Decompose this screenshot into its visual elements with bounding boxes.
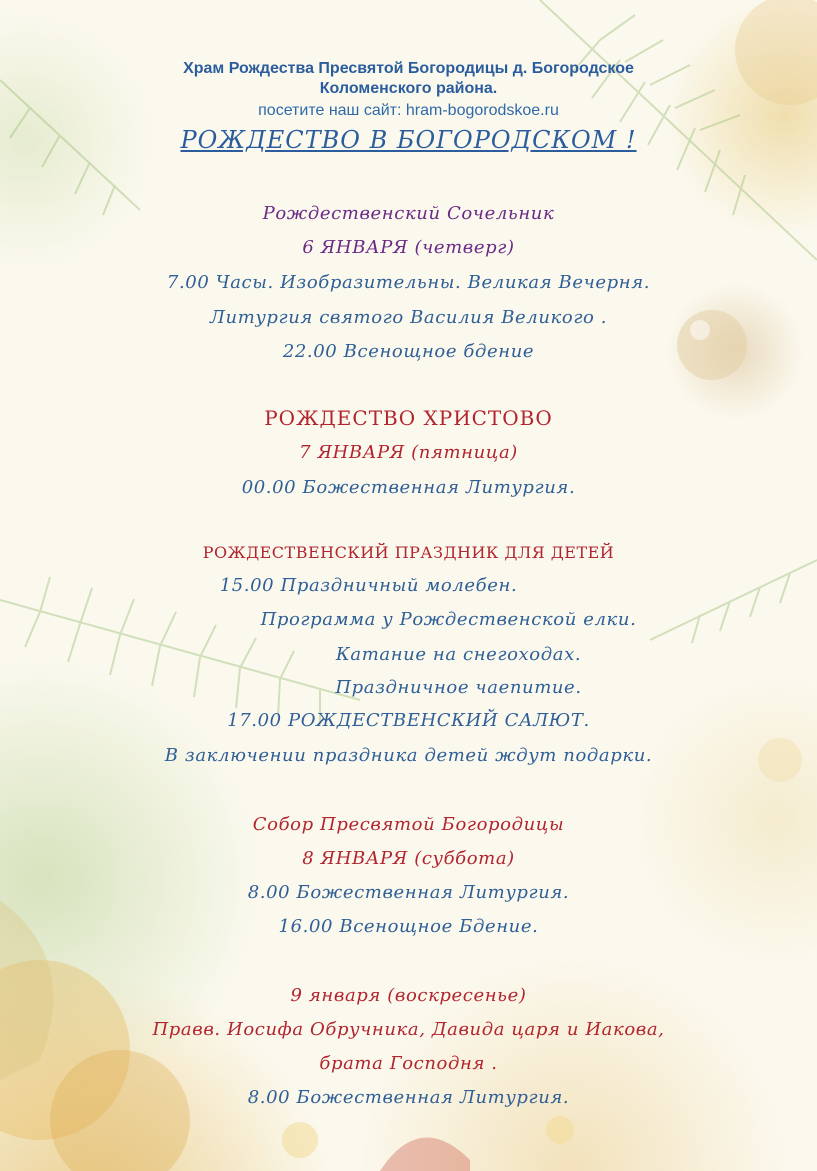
kids-item-5: 17.00 РОЖДЕСТВЕНСКИЙ САЛЮТ. <box>227 710 590 731</box>
kids-item-1: 15.00 Праздничный молебен. <box>219 575 518 596</box>
page-title: РОЖДЕСТВО В БОГОРОДСКОМ ! <box>180 126 637 154</box>
eve-item-2: Литургия святого Василия Великого . <box>209 307 608 328</box>
eve-item-3: 22.00 Всенощное бдение <box>282 341 535 362</box>
kids-item-4: Праздничное чаепитие. <box>335 677 582 698</box>
nativity-title: РОЖДЕСТВО ХРИСТОВО <box>264 406 553 430</box>
synaxis-title: Собор Пресвятой Богородицы <box>252 814 565 835</box>
eve-item-1: 7.00 Часы. Изобразительны. Великая Вечерня. <box>166 272 651 293</box>
eve-date: 6 ЯНВАРЯ (четверг) <box>302 237 515 258</box>
synaxis-date: 8 ЯНВАРЯ (суббота) <box>302 848 515 869</box>
jan9-item-1: 8.00 Божественная Литургия. <box>247 1087 570 1108</box>
kids-item-3: Катание на снегоходах. <box>335 644 582 665</box>
synaxis-item-2: 16.00 Всенощное Бдение. <box>278 916 539 937</box>
jan9-saints-1: Правв. Иосифа Обручника, Давида царя и Иакова, <box>152 1019 665 1040</box>
church-district: Коломенского района. <box>319 80 498 97</box>
nativity-item-1: 00.00 Божественная Литургия. <box>241 477 576 498</box>
kids-item-6: В заключении праздника детей ждут подарки. <box>164 745 653 766</box>
kids-title: РОЖДЕСТВЕНСКИЙ ПРАЗДНИК ДЛЯ ДЕТЕЙ <box>202 543 615 562</box>
nativity-date: 7 ЯНВАРЯ (пятница) <box>299 442 518 463</box>
website-line: посетите наш сайт: hram-bogorodskoe.ru <box>258 102 559 119</box>
kids-item-2: Программа у Рождественской елки. <box>260 609 637 630</box>
jan9-saints-2: брата Господня . <box>319 1053 498 1074</box>
eve-title: Рождественский Сочельник <box>262 203 555 224</box>
jan9-date: 9 января (воскресенье) <box>290 985 527 1006</box>
church-name: Храм Рождества Пресвятой Богородицы д. Богородское <box>183 60 634 77</box>
synaxis-item-1: 8.00 Божественная Литургия. <box>247 882 570 903</box>
